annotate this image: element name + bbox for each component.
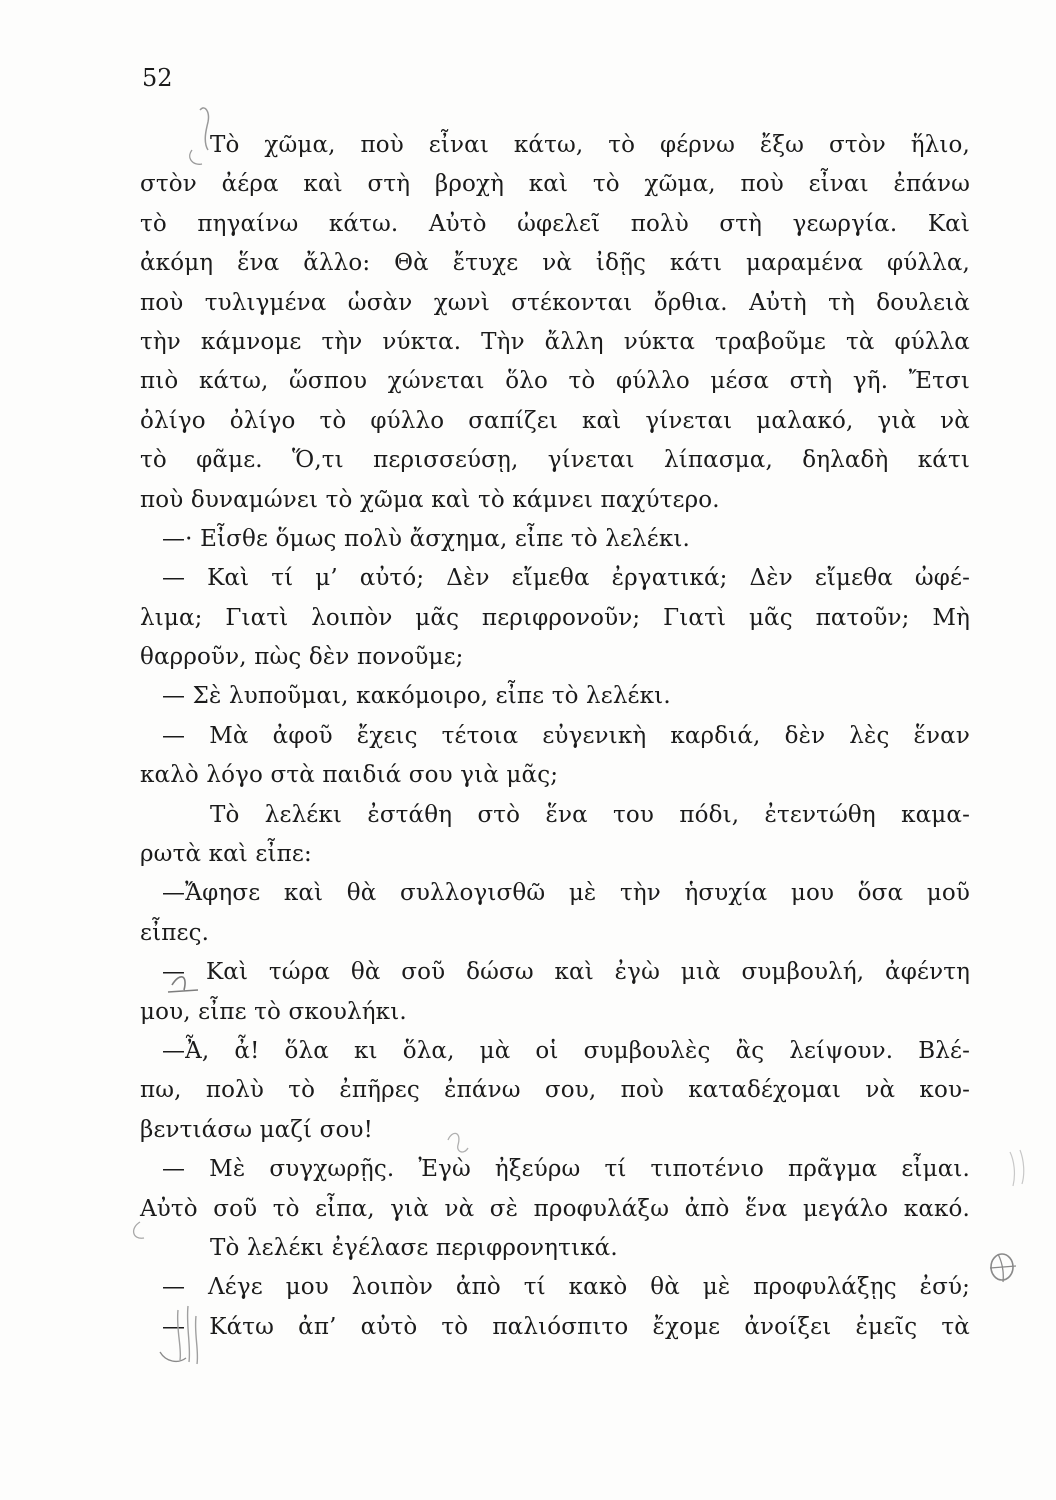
text-line: καλὸ λόγο στὰ παιδιά σου γιὰ μᾶς; — [140, 762, 559, 789]
text-line: —· Εἶσθε ὅμως πολὺ ἄσχημα, εἶπε τὸ λελέκι. — [162, 525, 690, 552]
text-line: — Μὰ ἀφοῦ ἔχεις τέτοια εὐγενικὴ καρδιά, δὲν λὲς ἕναν — [162, 722, 970, 749]
text-line: στὸν ἀέρα καὶ στὴ βροχὴ καὶ τὸ χῶμα, ποὺ εἶναι ἐπάνω — [140, 171, 970, 198]
text-line: — Σὲ λυποῦμαι, κακόμοιρο, εἶπε τὸ λελέκι. — [162, 683, 671, 710]
text-line: πω, πολὺ τὸ ἐπῆρες ἐπάνω σου, ποὺ καταδέχομαι νὰ κου- — [140, 1077, 970, 1104]
pencil-mark — [160, 1352, 186, 1361]
text-line: — Λέγε μου λοιπὸν ἀπὸ τί κακὸ θὰ μὲ προφυλάξῃς ἐσύ; — [162, 1274, 970, 1301]
text-line: τὸ φᾶμε. Ὅ,τι περισσεύσῃ, γίνεται λίπασμα, δηλαδὴ κάτι — [140, 447, 970, 474]
pencil-mark — [1010, 1150, 1024, 1186]
text-line: ὀλίγο ὀλίγο τὸ φύλλο σαπίζει καὶ γίνεται μαλακό, γιὰ νὰ — [140, 407, 970, 434]
text-line: λιμα; Γιατὶ λοιπὸν μᾶς περιφρονοῦν; Γιατὶ μᾶς πατοῦν; Μὴ — [140, 604, 970, 631]
text-line: ποὺ δυναμώνει τὸ χῶμα καὶ τὸ κάμνει παχύτερο. — [140, 486, 720, 513]
body-text — [140, 126, 970, 1347]
text-line: Τὸ λελέκι ἐγέλασε περιφρονητικά. — [210, 1234, 618, 1261]
text-line: μου, εἶπε τὸ σκουλήκι. — [140, 998, 407, 1025]
text-line: —Ἆ, ἆ! ὅλα κι ὅλα, μὰ οἱ συμβουλὲς ἂς λείψουν. Βλέ- — [162, 1037, 970, 1064]
text-line: Τὸ χῶμα, ποὺ εἶναι κάτω, τὸ φέρνω ἔξω στὸν ἥλιο, — [210, 132, 970, 158]
text-line: ποὺ τυλιγμένα ὡσὰν χωνὶ στέκονται ὄρθια. Αὐτὴ τὴ δουλειὰ — [140, 289, 970, 316]
text-line: — Καὶ τώρα θὰ σοῦ δώσω καὶ ἐγὼ μιὰ συμβουλή, ἀφέντη — [162, 959, 970, 986]
text-line: θαρροῦν, πὼς δὲν πονοῦμε; — [140, 644, 464, 671]
pencil-mark — [991, 1254, 1013, 1280]
text-line: — Κάτω ἀπ’ αὐτὸ τὸ παλιόσπιτο ἔχομε ἀνοίξει ἐμεῖς τὰ — [162, 1313, 970, 1340]
text-line: ρωτὰ καὶ εἶπε: — [140, 841, 312, 868]
text-line: —Ἄφησε καὶ θὰ συλλογισθῶ μὲ τὴν ἡσυχία μου ὅσα μοῦ — [162, 880, 970, 907]
text-line: εἶπες. — [140, 919, 210, 946]
text-line: ἀκόμη ἕνα ἄλλο: Θὰ ἔτυχε νὰ ἰδῇς κάτι μαραμένα φύλλα, — [140, 250, 970, 277]
text-line: Αὐτὸ σοῦ τὸ εἶπα, γιὰ νὰ σὲ προφυλάξω ἀπὸ ἕνα μεγάλο κακό. — [140, 1195, 970, 1222]
text-line: βεντιάσω μαζί σου! — [140, 1116, 373, 1143]
text-line: Τὸ λελέκι ἐστάθη στὸ ἕνα του πόδι, ἐτεντώθη καμα- — [210, 801, 970, 828]
page-number: 52 — [142, 64, 173, 92]
text-line: τὸ πηγαίνω κάτω. Αὐτὸ ὠφελεῖ πολὺ στὴ γεωργία. Καὶ — [140, 210, 970, 237]
pencil-mark — [990, 1254, 1016, 1282]
text-line: πιὸ κάτω, ὥσπου χώνεται ὅλο τὸ φύλλο μέσα στὴ γῆ. Ἔτσι — [140, 368, 970, 395]
text-line: — Μὲ συγχωρῇς. Ἐγὼ ἠξεύρω τί τιποτένιο πρᾶγμα εἶμαι. — [162, 1156, 970, 1183]
text-line: τὴν κάμνομε τὴν νύκτα. Τὴν ἄλλη νύκτα τραβοῦμε τὰ φύλλα — [140, 328, 970, 355]
text-line: — Καὶ τί μ’ αὐτό; Δὲν εἴμεθα ἐργατικά; Δὲν εἴμεθα ὠφέ- — [162, 565, 970, 592]
